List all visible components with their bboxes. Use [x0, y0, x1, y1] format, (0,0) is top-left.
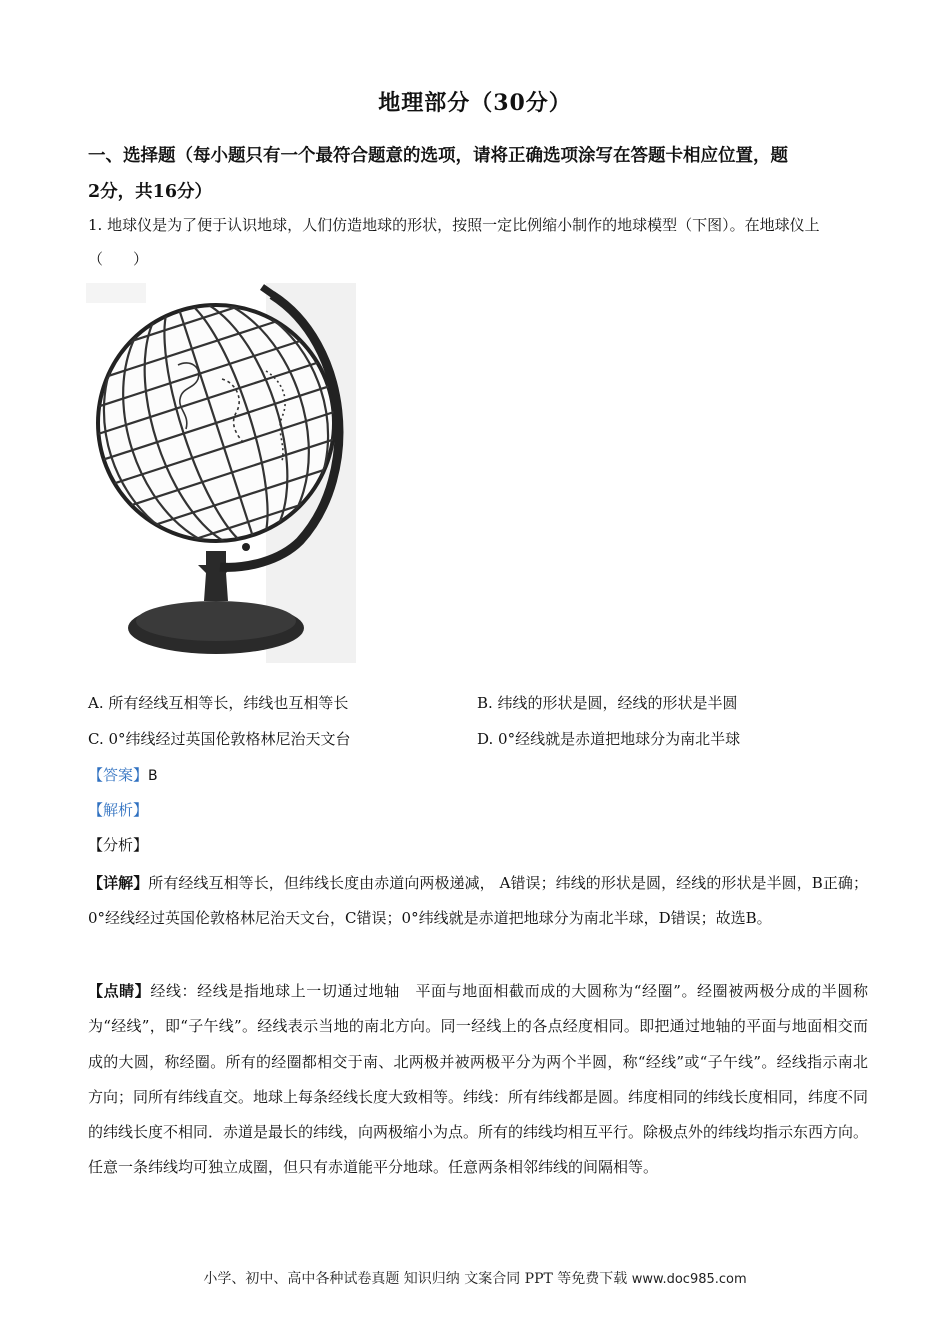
option-c: C. 0°纬线经过英国伦敦格林尼治天文台 — [88, 730, 351, 748]
answer-line — [88, 764, 158, 787]
globe-figure — [86, 283, 386, 663]
option-d: D. 0°经线就是赤道把地球分为南北半球 — [477, 730, 741, 748]
analysis-label: 【解析】 — [88, 801, 149, 819]
option-b: B. 纬线的形状是圆，经线的形状是半圆 — [477, 694, 738, 712]
option-a: A. 所有经线互相等长，纬线也互相等长 — [88, 694, 349, 712]
detail-text: 所有经线互相等长，但纬线长度由赤道向两极递减， A错误；纬线的形状是圆，经线的形状是半圆，B正确；0°经线经过英国伦敦格林尼治天文台，C错误；0°纬线就是赤道把地球分为南北半球，D错误；故选B。 — [88, 874, 868, 927]
globe-icon — [86, 283, 386, 663]
comment-label: 【点睛】 — [88, 982, 151, 1000]
comment-paragraph — [88, 974, 868, 1186]
footer — [0, 1268, 950, 1288]
answer-label: 【答案】 — [88, 766, 149, 784]
section-heading-line1: 一、选择题（每小题只有一个最符合题意的选项，请将正确选项涂写在答题卡相应位置，题 — [88, 146, 788, 166]
section-heading-line2: 2分，共16分） — [88, 182, 213, 202]
fenxi-label: 【分析】 — [88, 836, 149, 854]
question-text: 1. 地球仪是为了便于认识地球，人们仿造地球的形状，按照一定比例缩小制作的地球模型（下图）。在地球仪上（ ） — [88, 216, 820, 268]
page-title: 地理部分（30分） — [378, 90, 572, 116]
answer-value: B — [148, 768, 158, 784]
footer-url[interactable]: www.doc985.com — [631, 1272, 747, 1287]
detail-label: 【详解】 — [88, 874, 149, 892]
footer-text: 小学、初中、高中各种试卷真题 知识归纳 文案合同 PPT 等免费下载 — [203, 1271, 628, 1287]
comment-text: 经线：经线是指地球上一切通过地轴 平面与地面相截而成的大圆称为“经圈”。经圈被两极分成的半圆称为“经线”，即“子午线”。经线表示当地的南北方向。同一经线上的各点经度相同。即把通过地轴的平面与地面相交而成的大圆，称经圈。所有的经圈都相交于南、北两极并被两极平分为两个半圆，称“经线”或“子午线”。经线指示南北方向；同所有纬线直交。地球上每条经线长度大致相等。纬线：所有纬线都是圆。纬度相同的纬线长度相同，纬度不同的纬线长度不相同．赤道是最长的纬线，向两极缩小为点。所有的纬线均相互平行。除极点外的纬线均指示东西方向。任意一条纬线均可独立成圈，但只有赤道能平分地球。任意两条相邻纬线的间隔相等。 — [88, 982, 869, 1177]
section-heading — [88, 138, 878, 210]
detail-paragraph — [88, 866, 868, 936]
